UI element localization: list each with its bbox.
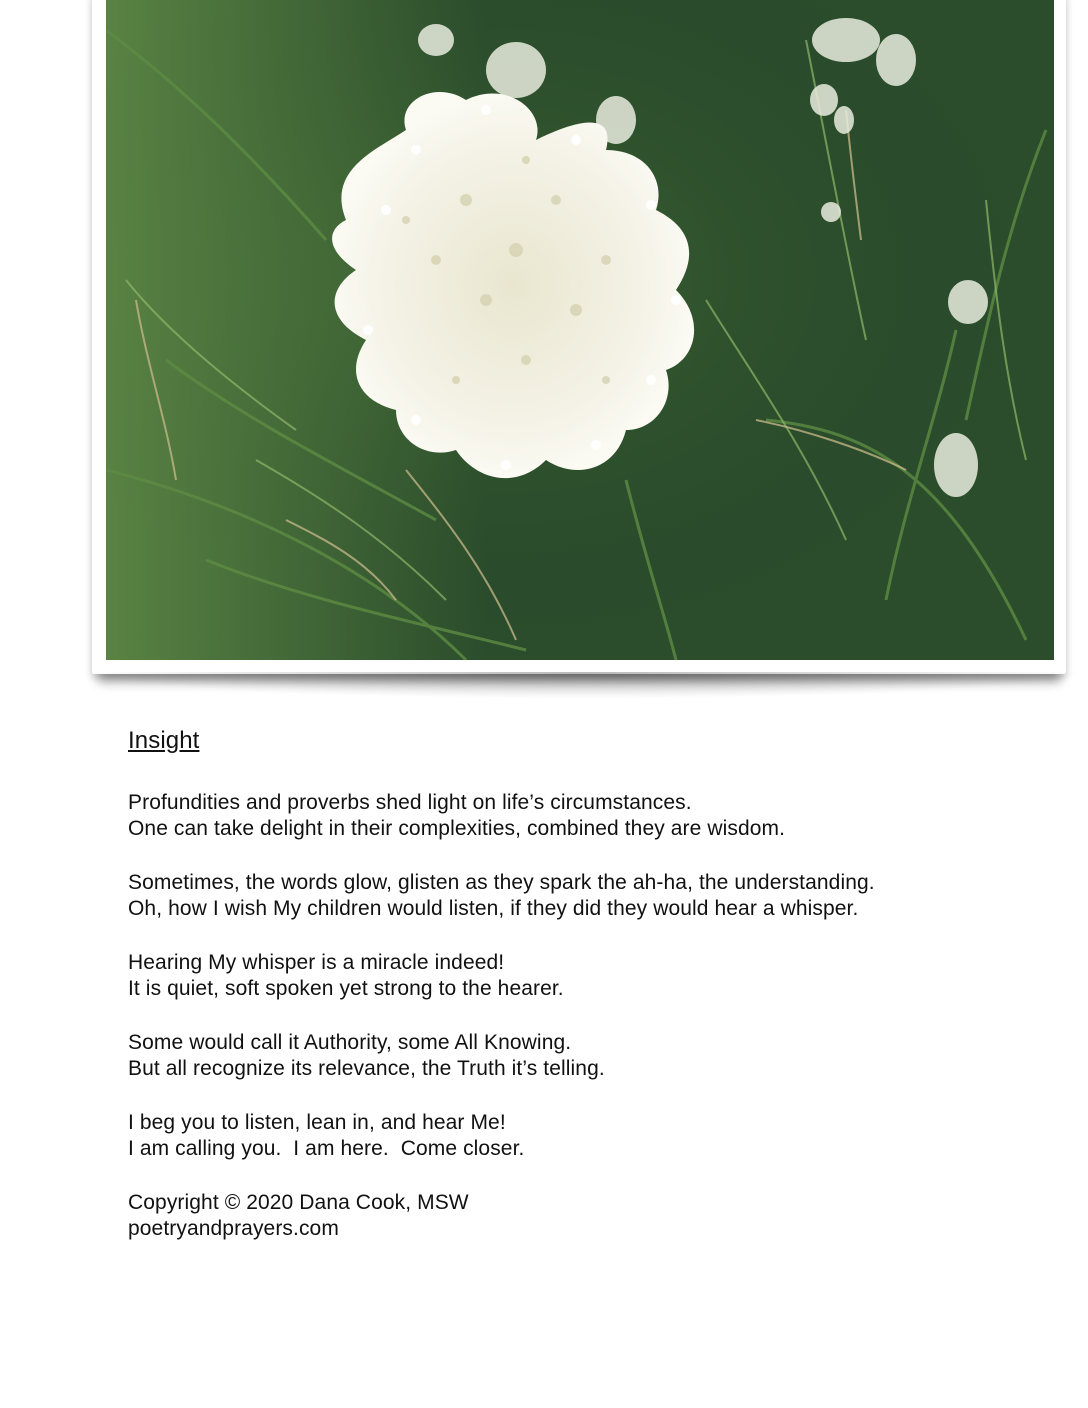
stanza-3 bbox=[128, 950, 1028, 1002]
poem-line: I beg you to listen, lean in, and hear Me! bbox=[128, 1111, 506, 1134]
poem-line: Hearing My whisper is a miracle indeed! bbox=[128, 951, 505, 974]
poem-line: I am calling you. I am here. Come closer. bbox=[128, 1137, 525, 1160]
stanza-2 bbox=[128, 870, 1028, 922]
poem-line: Profundities and proverbs shed light on life’s circumstances. bbox=[128, 791, 692, 814]
copyright-text: Copyright © 2020 Dana Cook, MSW bbox=[128, 1191, 469, 1214]
poem-title: Insight bbox=[128, 727, 200, 754]
website-text: poetryandprayers.com bbox=[128, 1217, 339, 1240]
poem-line: Some would call it Authority, some All Knowing. bbox=[128, 1031, 572, 1054]
stanza-1 bbox=[128, 790, 1028, 842]
poem-line: Oh, how I wish My children would listen, if they did they would hear a whisper. bbox=[128, 897, 859, 920]
poem-line: But all recognize its relevance, the Truth it’s telling. bbox=[128, 1057, 605, 1080]
poem-line: It is quiet, soft spoken yet strong to the hearer. bbox=[128, 977, 564, 1000]
poem-line: Sometimes, the words glow, glisten as they spark the ah-ha, the understanding. bbox=[128, 871, 875, 894]
poem bbox=[128, 724, 1028, 1242]
stanza-4 bbox=[128, 1030, 1028, 1082]
copyright-block bbox=[128, 1190, 1028, 1242]
stanza-5 bbox=[128, 1110, 1028, 1162]
photo-shadow bbox=[88, 672, 1078, 698]
queen-annes-lace-flower-photo bbox=[106, 0, 1054, 660]
photo-frame bbox=[92, 0, 1066, 674]
poem-line: One can take delight in their complexities, combined they are wisdom. bbox=[128, 817, 786, 840]
